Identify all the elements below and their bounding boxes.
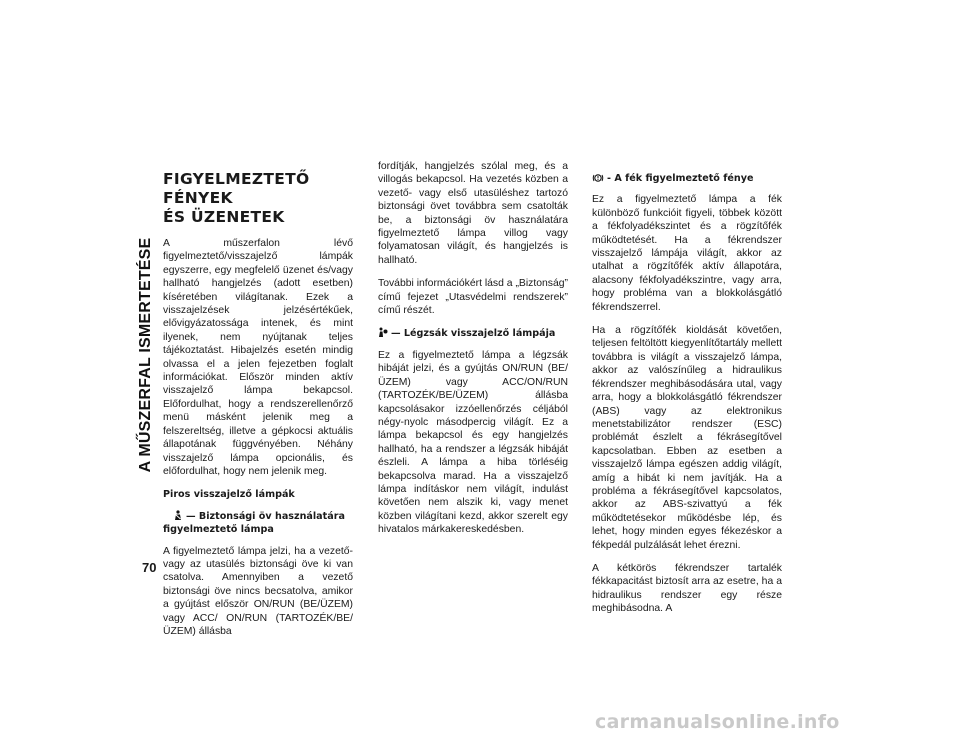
column-1: [163, 166, 353, 648]
section-title-line1: FIGYELMEZTETŐ FÉNYEK: [163, 170, 310, 207]
seatbelt-continued-paragraph: fordítják, hangjelzés szólal meg, és a villogás bekapcsol. Ha vezetés közben a vezető- vagy első utasüléshez tartozó biztonsági övet továbbra sem csatolták be, a biztonsági öv használatára figyelmeztető lámpa villog vagy folyamatosan világít, és hangjelzés is hallható.: [378, 161, 568, 266]
column-3: [592, 172, 782, 626]
brake-paragraph-2: Ha a rögzítőfék kioldását követően, teljesen feltöltött kiegyenlítőtartály mellett továbbra is világít a visszajelző lámpa, akkor az valószínűleg a hidraulikus fékrendszer meghibásodására utal, vagy arra, hogy a blokkolásgátló fékrendszer (ABS) vagy az elektronikus menetstabilizátor rendszer (ESC) problémát észlelt a fékrásegítővel kapcsolatban. Ebben az esetben a visszajelző lámpa egészen addig világít, amíg a hibát ki nem javítják. Ha a probléma a fékrásegítővel kapcsolatos, akkor az ABS-szivattyú a fék működtetésekor működésbe lép, és lehet, hogy minden egyes fékezéskor a fékpedál pulzálását lehet érezni.: [592, 325, 782, 551]
section-title: [163, 170, 353, 227]
brake-heading-text: - A fék figyelmeztető fénye: [607, 173, 754, 184]
brake-heading: [592, 172, 782, 185]
seatbelt-paragraph: A figyelmeztető lámpa jelzi, ha a vezető-vagy az utasülés biztonsági öve ki van csatolva. Amennyiben a vezető biztonsági öve nincs becsatolva, amikor a gyújtást először ON/RUN (BE/ÜZEM) vagy ACC/ ON/RUN (TARTOZÉK/BE/ÜZEM) állásba: [163, 545, 353, 637]
section-title-line2: ÉS ÜZENETEK: [163, 208, 285, 226]
page-number: 70: [142, 560, 157, 575]
seatbelt-icon: [173, 510, 183, 521]
watermark: carmanualsonline.info: [595, 711, 840, 733]
brake-paragraph-1: Ez a figyelmeztető lámpa a fék különböző funkcióit figyeli, többek között a fékfolyadékszintet és a rögzítőfék működtetését. Ha a fékrendszer visszajelző lámpája világít, akkor az utalhat a rögzítőfék aktív állapotára, alacsony fékfolyadékszintre, vagy arra, hogy probléma van a blokkolásgátló fékrendszerrel.: [592, 194, 782, 313]
airbag-heading: [378, 327, 568, 340]
seatbelt-heading-line2: figyelmeztető lámpa: [163, 524, 274, 536]
chapter-side-tab: [133, 162, 158, 548]
red-lamps-heading: Piros visszajelző lámpák: [163, 489, 295, 501]
chapter-title: A MŰSZERFAL ISMERTETÉSE: [136, 237, 154, 473]
airbag-paragraph: Ez a figyelmeztető lámpa a légzsák hibáját jelzi, és a gyújtás ON/RUN (BE/ÜZEM) vagy ACC/ON/RUN (TARTOZÉK/BE/ÜZEM) állásba kapcsolásakor izzóellenőrzés céljából négy-nyolc másodpercig világít. Ez a lámpa bekapcsol és egy hangjelzés hallható, ha a rendszer a légzsák hibáját észleli. A lámpa a hiba törléséig bekapcsolva marad. Ha a visszajelző lámpa indításkor nem világít, indulást követően nem alszik ki, vagy menet közben világítani kezd, akkor szerelt egy hivatalos márkakereskedésben.: [378, 349, 568, 536]
seatbelt-heading-line1: — Biztonsági öv használatára: [186, 510, 345, 522]
intro-paragraph: A műszerfalon lévő figyelmeztető/visszajelző lámpák egyszerre, egy megfelelő üzenet és/vagy hallható hangjelzés (adott esetben) kíséretében világítanak. Ezek a visszajelzések jelzésértékűek, elővigyázatossága intenek, és mint ilyenek, nem nyújtanak teljes tájékoztatást. Hibajelzés esetén mindig olvassa el a jelen fejezetben foglalt információkat. Először minden aktív visszajelző lámpa bekapcsol. Előfordulhat, hogy a rendszerellenőrző menü másként jelenik meg a felszereltség, illetve a gépkocsi aktuális állapotának függvényében. Néhány visszajelző lámpa opcionális, és előfordulhat, hogy nem jelenik meg.: [163, 238, 353, 477]
column-2: [378, 160, 568, 547]
seatbelt-heading: [163, 510, 353, 537]
safety-reference-paragraph: További információkért lásd a „Biztonság” című fejezet „Utasvédelmi rendszerek” című részét.: [378, 278, 569, 317]
brake-warning-icon: [592, 173, 604, 183]
airbag-icon: [378, 327, 388, 338]
airbag-heading-text: — Légzsák visszajelző lámpája: [391, 328, 556, 340]
brake-paragraph-3: A kétkörös fékrendszer tartalék fékkapacitást biztosít arra az esetre, ha a hidraulikus rendszer egy része meghibásodna. A: [592, 562, 782, 615]
